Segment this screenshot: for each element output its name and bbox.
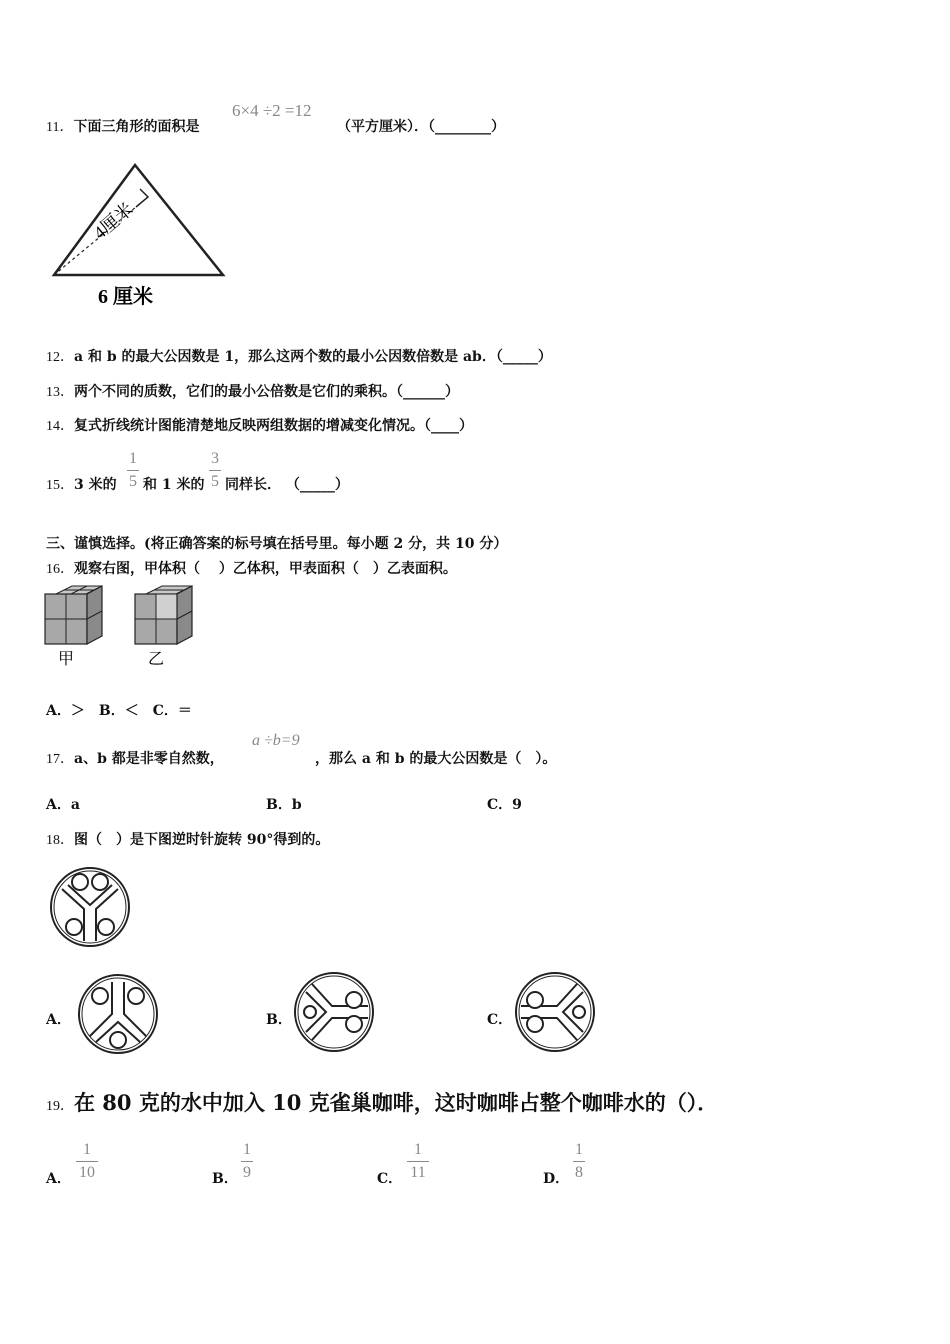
division-formula: a ÷b=9	[252, 732, 300, 749]
question-19	[46, 1087, 718, 1117]
option-a[interactable]: A．a	[46, 797, 80, 813]
area-formula: 6×4 ÷2 =12	[232, 101, 312, 120]
fraction-denominator: 11	[410, 1164, 426, 1181]
question-text: 下面三角形的面积是	[73, 119, 200, 135]
fraction-denominator: 5	[129, 473, 137, 490]
question-11	[46, 116, 199, 136]
question-15	[46, 474, 117, 494]
option-b-label[interactable]: B．	[212, 1171, 238, 1187]
question-number: 15．	[46, 478, 74, 493]
fraction-numerator: 3	[211, 450, 219, 467]
base-label: 6 厘米	[98, 286, 153, 308]
fraction-3-5	[209, 450, 221, 491]
question-number: 18．	[46, 833, 74, 848]
cube-yi	[135, 586, 192, 668]
question-number: 19．	[46, 1099, 74, 1114]
fraction-denominator: 8	[575, 1164, 583, 1181]
question-number: 14．	[46, 419, 74, 434]
question-18	[46, 829, 329, 849]
question-number: 17．	[46, 752, 74, 767]
question-16-options[interactable]: A．＞ B．＜ C．＝	[46, 703, 192, 719]
option-b-figure[interactable]	[292, 970, 378, 1054]
option-a-figure[interactable]	[76, 972, 162, 1056]
option-a-label[interactable]: A．	[46, 1012, 71, 1028]
question-text: 复式折线统计图能清楚地反映两组数据的增减变化情况。（____）	[74, 418, 473, 434]
option-b[interactable]: B．b	[266, 797, 302, 813]
fraction-numerator: 1	[243, 1141, 251, 1158]
text-part-b: 和 1 米的	[143, 477, 205, 493]
question-text: 两个不同的质数，它们的最小公倍数是它们的乘积。（______）	[74, 384, 459, 400]
fraction-numerator: 1	[575, 1141, 583, 1158]
cube-figures	[42, 584, 212, 670]
fraction-numerator: 1	[83, 1141, 91, 1158]
option-c-label[interactable]: C．	[487, 1012, 513, 1028]
question-text: a 和 b 的最大公因数是 1，那么这两个数的最小公因数倍数是 ab．（_____）	[74, 349, 552, 365]
question-text: 观察右图，甲体积（ ）乙体积，甲表面积（ ）乙表面积。	[74, 561, 457, 577]
question-14	[46, 415, 473, 435]
text-part-c: 同样长． （_____）	[225, 477, 349, 493]
question-16	[46, 558, 457, 578]
fraction-numerator: 1	[414, 1141, 422, 1158]
option-c[interactable]: C．9	[487, 797, 522, 813]
question-11-tail: （平方厘米）．（________）	[337, 119, 505, 135]
triangle-figure	[40, 155, 240, 315]
question-number: 11．	[46, 120, 74, 135]
fraction-denominator: 5	[211, 473, 219, 490]
fraction-denominator: 9	[243, 1164, 251, 1181]
fraction-denominator: 10	[79, 1164, 95, 1181]
option-c-label[interactable]: C．	[377, 1171, 403, 1187]
option-d-label[interactable]: D．	[543, 1171, 570, 1187]
option-b-label[interactable]: B．	[266, 1012, 292, 1028]
label-jia: 甲	[58, 649, 75, 668]
section-3-title: 三、谨慎选择。(将正确答案的标号填在括号里。每小题 2 分，共 10 分）	[46, 536, 508, 552]
option-c-fraction[interactable]	[407, 1141, 429, 1182]
text-part-a: 3 米的	[74, 477, 117, 493]
option-c-figure[interactable]	[513, 970, 599, 1054]
question-number: 13．	[46, 385, 74, 400]
rotation-original-figure	[48, 865, 134, 949]
question-number: 12．	[46, 350, 74, 365]
fraction-1-5	[127, 450, 139, 491]
question-text: 图（ ）是下图逆时针旋转 90°得到的。	[74, 832, 330, 848]
text-part-a: a、b 都是非零自然数，	[74, 751, 224, 767]
option-a-label[interactable]: A．	[46, 1171, 71, 1187]
question-text: 在 80 克的水中加入 10 克雀巢咖啡，这时咖啡占整个咖啡水的（）．	[74, 1090, 719, 1115]
option-b-fraction[interactable]	[241, 1141, 253, 1182]
question-number: 16．	[46, 562, 74, 577]
label-yi: 乙	[148, 649, 165, 668]
fraction-numerator: 1	[129, 450, 137, 467]
question-13	[46, 381, 459, 401]
text-part-b: ，那么 a 和 b 的最大公因数是（ ）。	[315, 751, 557, 767]
question-12	[46, 346, 552, 366]
cube-jia	[45, 586, 102, 668]
question-17	[46, 748, 224, 768]
height-label: 4厘米	[89, 198, 138, 244]
option-d-fraction[interactable]	[573, 1141, 585, 1182]
option-a-fraction[interactable]	[76, 1141, 98, 1182]
